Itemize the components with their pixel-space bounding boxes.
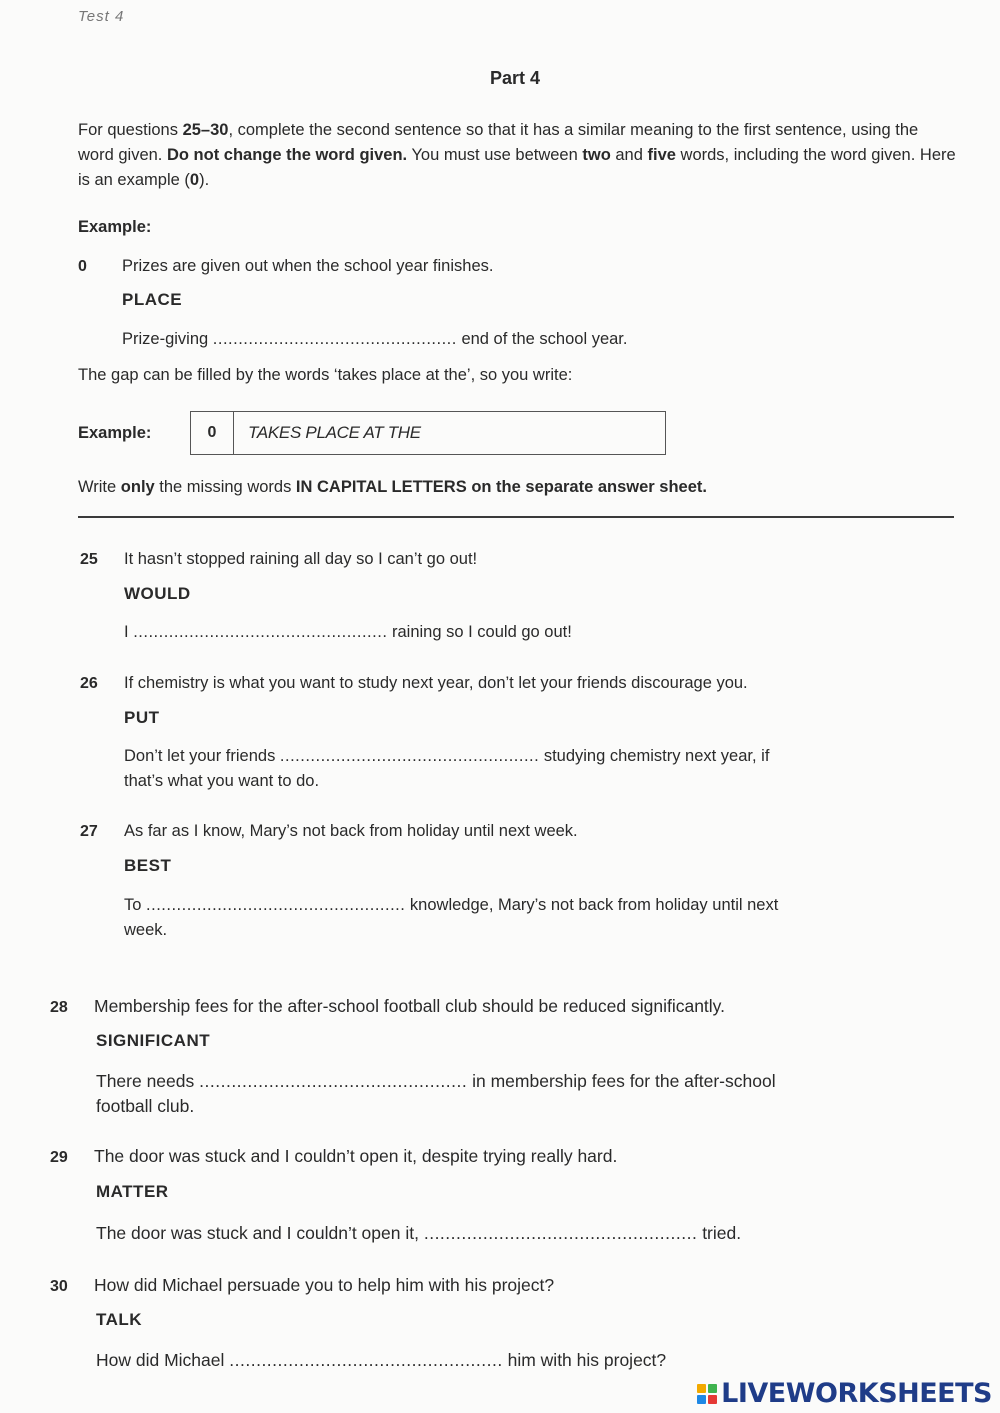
question-29-keyword: MATTER: [96, 1182, 169, 1201]
example-box-label: Example:: [78, 424, 152, 442]
gap-note: The gap can be filled by the words ‘takes place at the’, so you write:: [78, 366, 573, 384]
question-28: 28 Membership fees for the after-school football club should be reduced significantly.: [50, 996, 725, 1016]
example-number: 0: [78, 258, 87, 275]
example-sentence: 0 Prizes are given out when the school year finishes.: [78, 254, 493, 279]
instructions: For questions 25–30, complete the second sentence so that it has a similar meaning to the first sentence, using the word given. Do not change the word given. You must use between two and five words, including the word given. Here is an example (0).: [78, 121, 956, 189]
divider: [78, 516, 954, 518]
question-26: 26 If chemistry is what you want to study next year, don’t let your friends discourage you.: [80, 674, 748, 692]
question-27-answer-line: To ................................................... knowledge, Mary’s not back from holiday until next week.: [124, 896, 779, 939]
answer-gap[interactable]: ...................................................: [423, 1223, 698, 1243]
answer-gap[interactable]: ...................................................: [146, 896, 406, 914]
write-note: Write only the missing words IN CAPITAL LETTERS on the separate answer sheet.: [78, 478, 707, 496]
brand-name: LIVEWORKSHEETS: [721, 1378, 992, 1409]
question-26-keyword: PUT: [124, 708, 160, 727]
question-27: 27 As far as I know, Mary’s not back from holiday until next week.: [80, 822, 578, 840]
brand-grid-icon: [697, 1384, 717, 1404]
question-29: 29 The door was stuck and I couldn’t open it, despite trying really hard.: [50, 1146, 618, 1166]
answer-gap[interactable]: ...................................................: [279, 747, 540, 765]
example-heading: Example:: [78, 218, 152, 236]
running-head: Test 4: [78, 8, 125, 25]
answer-gap[interactable]: ..................................................: [199, 1071, 468, 1091]
example-answer-line: Prize-giving ................................................ end of the school year.: [122, 330, 628, 348]
question-30-answer-line: How did Michael ................................................... him with his project?: [96, 1350, 667, 1370]
example-keyword: PLACE: [122, 290, 183, 309]
question-25-keyword: WOULD: [124, 584, 191, 603]
part-title: Part 4: [489, 68, 541, 88]
question-29-answer-line: The door was stuck and I couldn’t open it, ................................................... tried.: [96, 1223, 742, 1243]
example-answer-box: [190, 411, 666, 455]
liveworksheets-logo: [697, 1378, 992, 1409]
question-30-keyword: TALK: [96, 1310, 143, 1329]
question-27-keyword: BEST: [124, 856, 172, 875]
question-25-answer-line: I .................................................. raining so I could go out!: [124, 623, 572, 641]
question-30: 30 How did Michael persuade you to help him with his project?: [50, 1275, 555, 1295]
answer-gap[interactable]: ..................................................: [133, 623, 388, 641]
example-box-answer: TAKES PLACE AT THE: [248, 423, 421, 442]
question-25: 25 It hasn’t stopped raining all day so I can’t go out!: [80, 550, 478, 568]
example-box-number: 0: [191, 412, 234, 454]
answer-gap[interactable]: ...................................................: [229, 1350, 503, 1370]
question-28-answer-line: There needs .................................................. in membership fees for the after-school football club.: [96, 1071, 776, 1116]
question-28-keyword: SIGNIFICANT: [96, 1031, 211, 1050]
question-26-answer-line: Don’t let your friends ................................................... studying chemistry next year, if that’s what you want to do.: [124, 747, 770, 790]
